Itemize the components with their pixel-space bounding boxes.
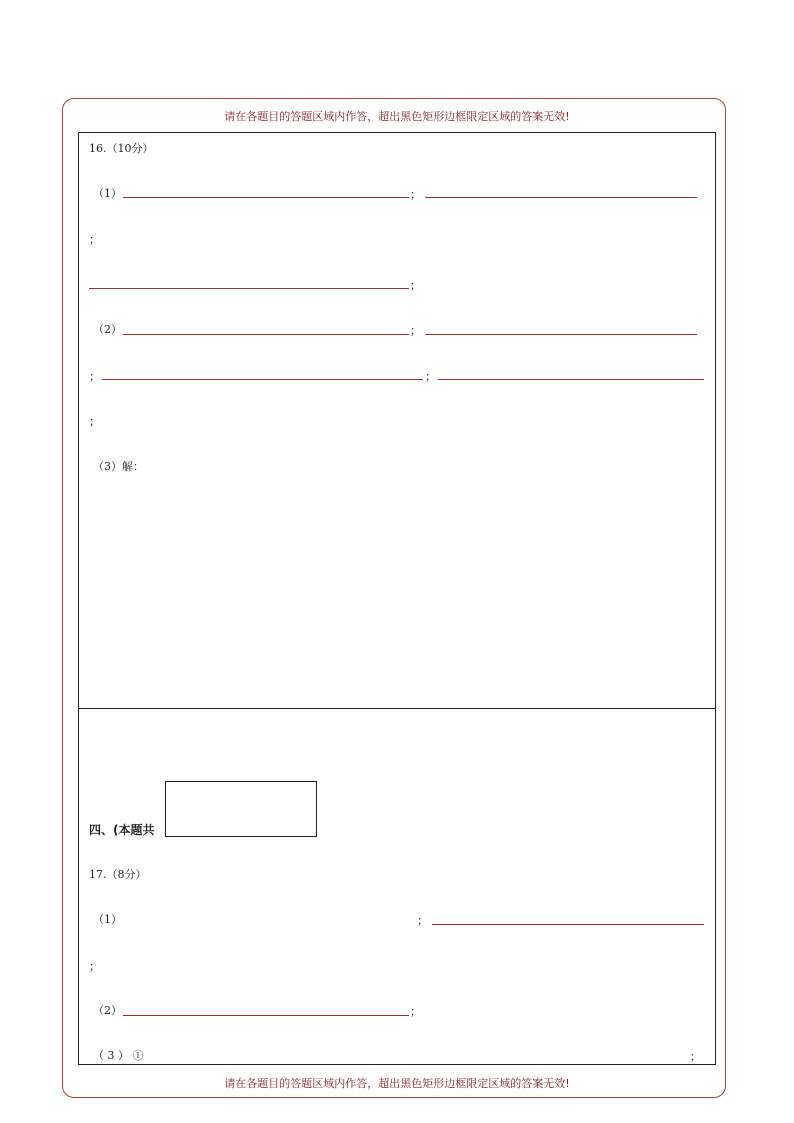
- separator: ；: [89, 415, 100, 428]
- q16-header: 16.（10分）: [89, 142, 154, 155]
- q17-p2-blank-1[interactable]: [123, 1015, 409, 1016]
- question-17-box: [78, 708, 716, 1065]
- question-16-box: [78, 132, 716, 709]
- separator: ；: [410, 1005, 421, 1018]
- q16-p2-blank-3[interactable]: [102, 379, 423, 380]
- separator: ；: [690, 1050, 701, 1063]
- q16-p2-label: （2）: [93, 323, 122, 336]
- separator: ；: [425, 370, 436, 383]
- q16-p1-label: （1）: [93, 187, 122, 200]
- score-box: [165, 781, 317, 837]
- separator: ；: [89, 370, 100, 383]
- q17-p1-label: （1）: [93, 913, 122, 926]
- top-notice: 请在各题目的答题区域内作答，超出黑色矩形边框限定区域的答案无效!: [224, 110, 570, 123]
- q16-p1-blank-3[interactable]: [89, 288, 409, 289]
- section-4-title: 四、(本题共: [89, 823, 155, 837]
- q17-header: 17.（8分）: [89, 868, 147, 881]
- q16-p1-blank-1[interactable]: [123, 197, 409, 198]
- q17-p1-blank-1[interactable]: [432, 924, 704, 925]
- separator: ；: [410, 279, 421, 292]
- separator: ；: [410, 188, 421, 201]
- separator: ；: [89, 960, 100, 973]
- q16-p1-blank-2[interactable]: [425, 197, 697, 198]
- q17-p3-label: （ 3 ） ①: [93, 1049, 144, 1062]
- separator: ；: [417, 914, 428, 927]
- q16-p2-blank-4[interactable]: [438, 379, 704, 380]
- bottom-notice: 请在各题目的答题区域内作答，超出黑色矩形边框限定区域的答案无效!: [224, 1077, 570, 1090]
- separator: ；: [410, 324, 421, 337]
- q17-p2-label: （2）: [93, 1004, 122, 1017]
- separator: ；: [89, 233, 100, 246]
- q16-p2-blank-2[interactable]: [425, 334, 697, 335]
- q16-p3-label: （3）解：: [93, 460, 144, 473]
- q16-p2-blank-1[interactable]: [123, 334, 409, 335]
